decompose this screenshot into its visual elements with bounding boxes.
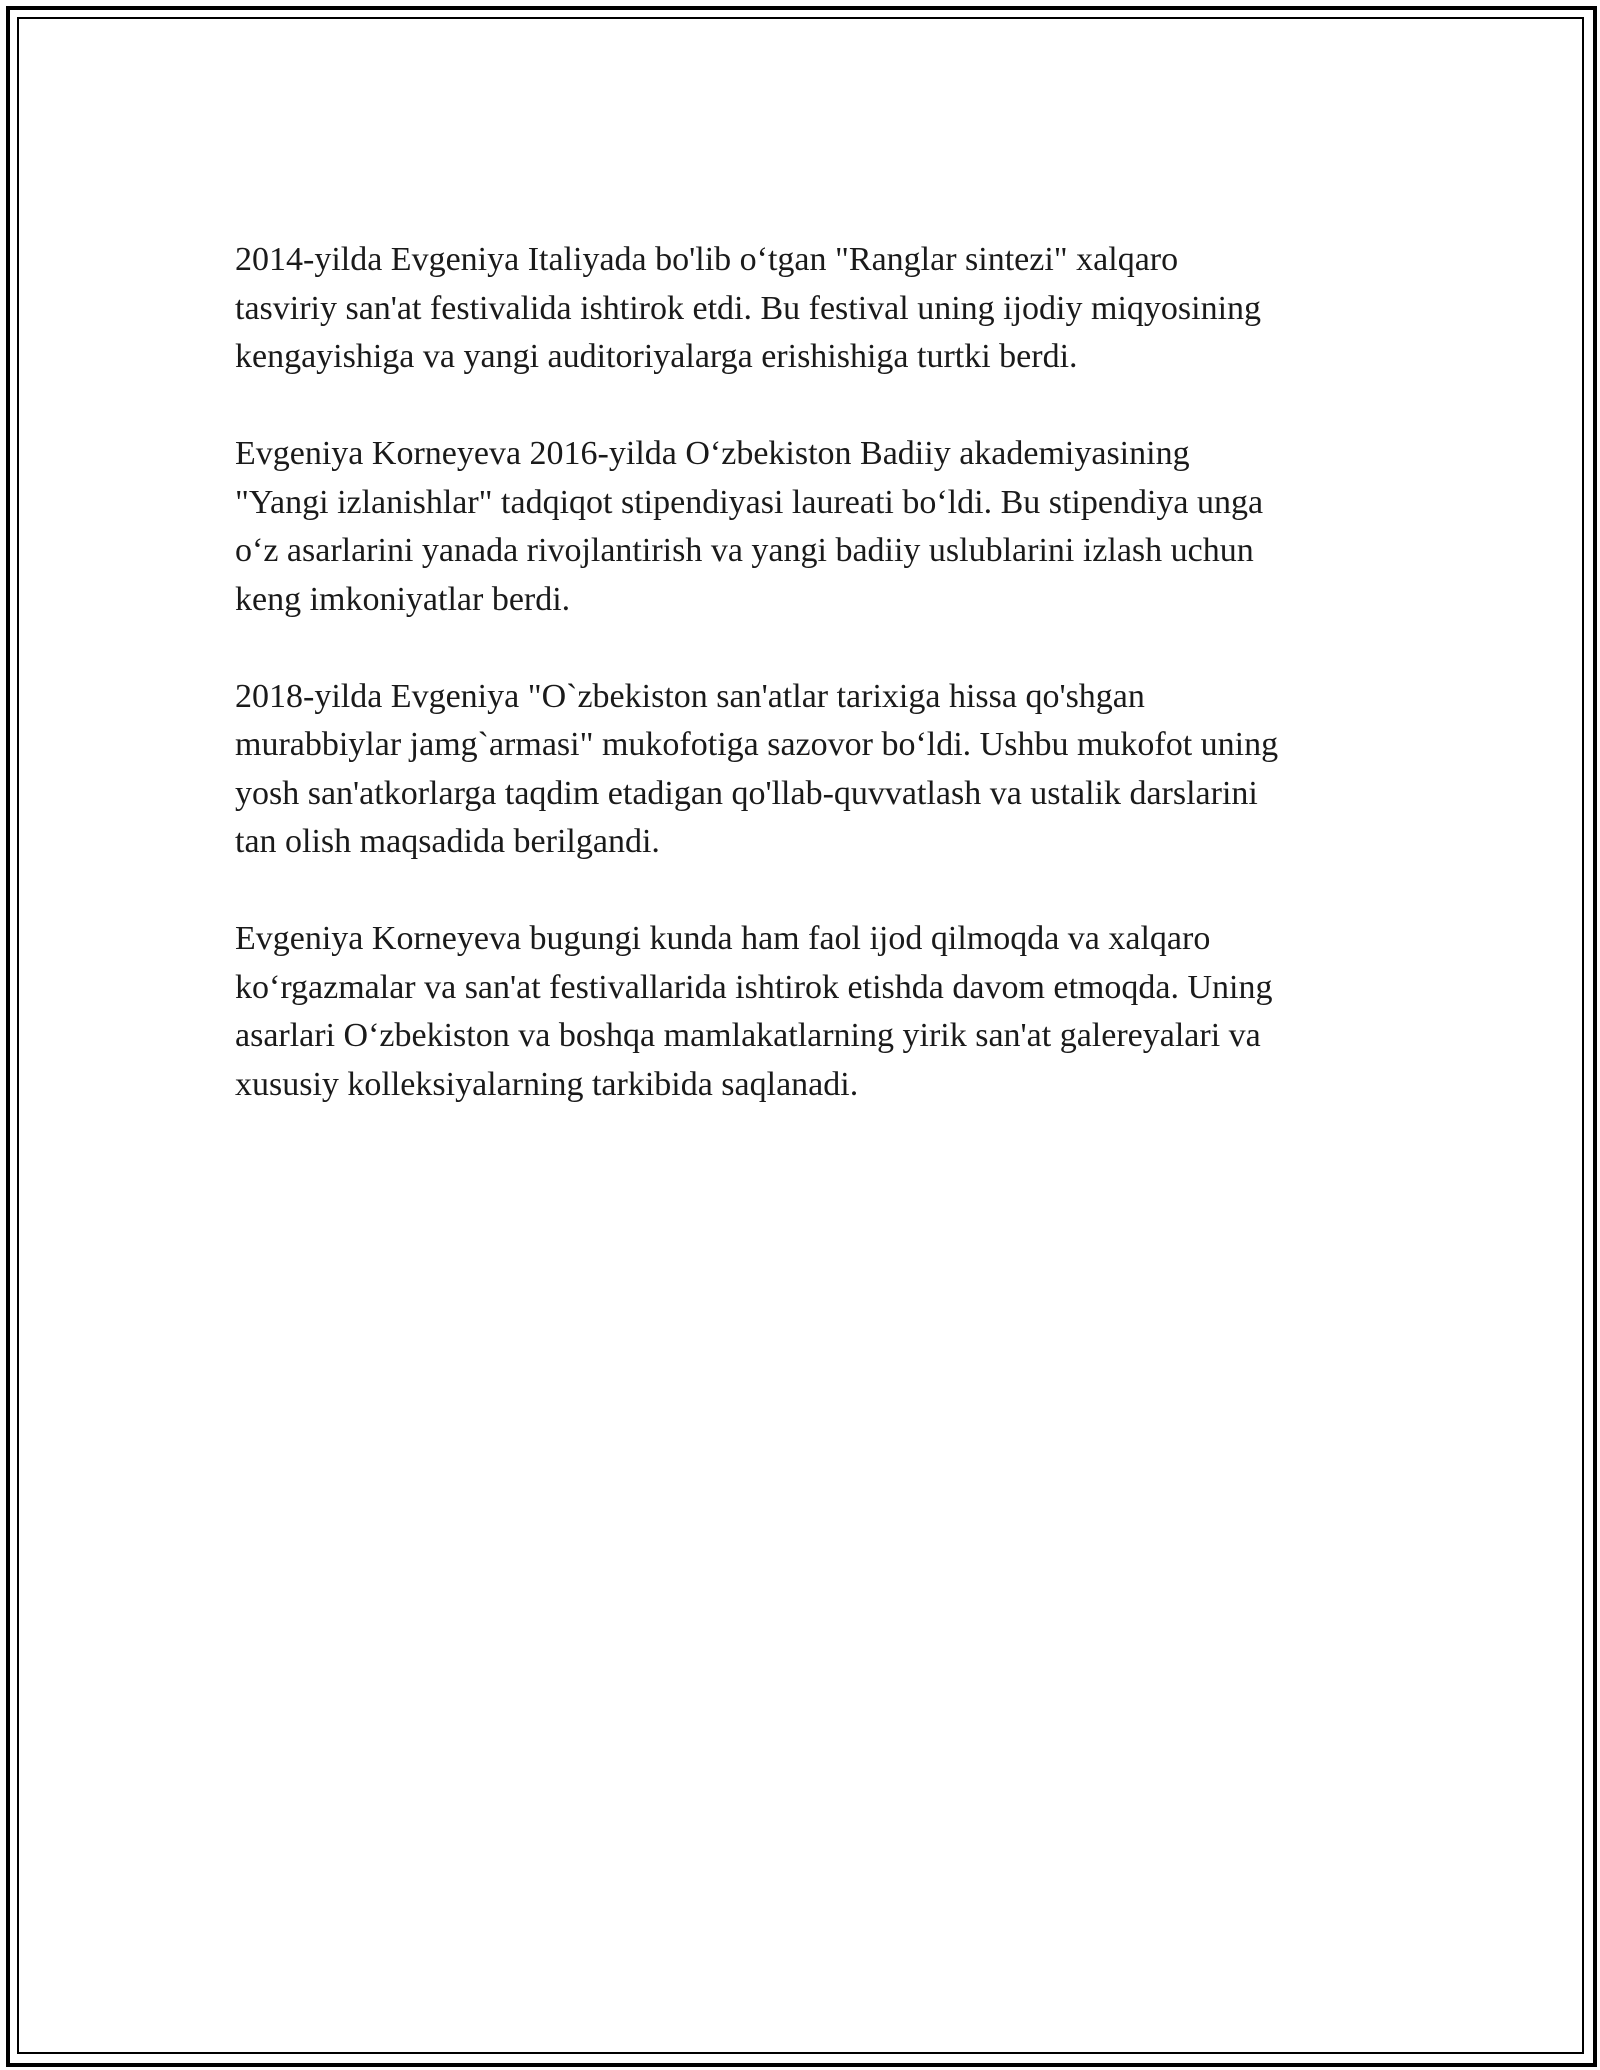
- text-line: 2018-yilda Evgeniya "O`zbekiston san'atlar tarixiga hissa qo'shgan: [235, 677, 1145, 715]
- paragraph-stipend-2016: [235, 430, 1375, 624]
- text-line: "Yangi izlanishlar" tadqiqot stipendiyasi laureati bo‘ldi. Bu stipendiya unga: [235, 483, 1264, 521]
- paragraph-award-2018: [235, 673, 1375, 867]
- text-line: xususiy kolleksiyalarning tarkibida saqlanadi.: [235, 1065, 859, 1103]
- text-line: ko‘rgazmalar va san'at festivallarida ishtirok etishda davom etmoqda. Uning: [235, 968, 1273, 1006]
- paragraph-current-work: [235, 915, 1375, 1109]
- document-body: [235, 236, 1375, 1158]
- text-line: keng imkoniyatlar berdi.: [235, 580, 571, 618]
- text-line: tasviriy san'at festivalida ishtirok etdi. Bu festival uning ijodiy miqyosining: [235, 289, 1262, 327]
- text-line: kengayishiga va yangi auditoriyalarga erishishiga turtki berdi.: [235, 338, 1078, 375]
- paragraph-festival-2014: [235, 236, 1375, 382]
- text-line: asarlari O‘zbekiston va boshqa mamlakatlarning yirik san'at galereyalari va: [235, 1017, 1261, 1054]
- text-line: Evgeniya Korneyeva bugungi kunda ham faol ijod qilmoqda va xalqaro: [235, 920, 1211, 957]
- text-line: 2014-yilda Evgeniya Italiyada bo'lib o‘tgan "Ranglar sintezi" xalqaro: [235, 241, 1179, 278]
- text-line: murabbiylar jamg`armasi" mukofotiga sazovor bo‘ldi. Ushbu mukofot uning: [235, 726, 1279, 763]
- text-line: o‘z asarlarini yanada rivojlantirish va yangi badiiy uslublarini izlash uchun: [235, 532, 1254, 569]
- text-line: yosh san'atkorlarga taqdim etadigan qo'llab-quvvatlash va ustalik darslarini: [235, 774, 1258, 812]
- text-line: Evgeniya Korneyeva 2016-yilda O‘zbekiston Badiiy akademiyasining: [235, 435, 1190, 472]
- text-line: tan olish maqsadida berilgandi.: [235, 823, 660, 860]
